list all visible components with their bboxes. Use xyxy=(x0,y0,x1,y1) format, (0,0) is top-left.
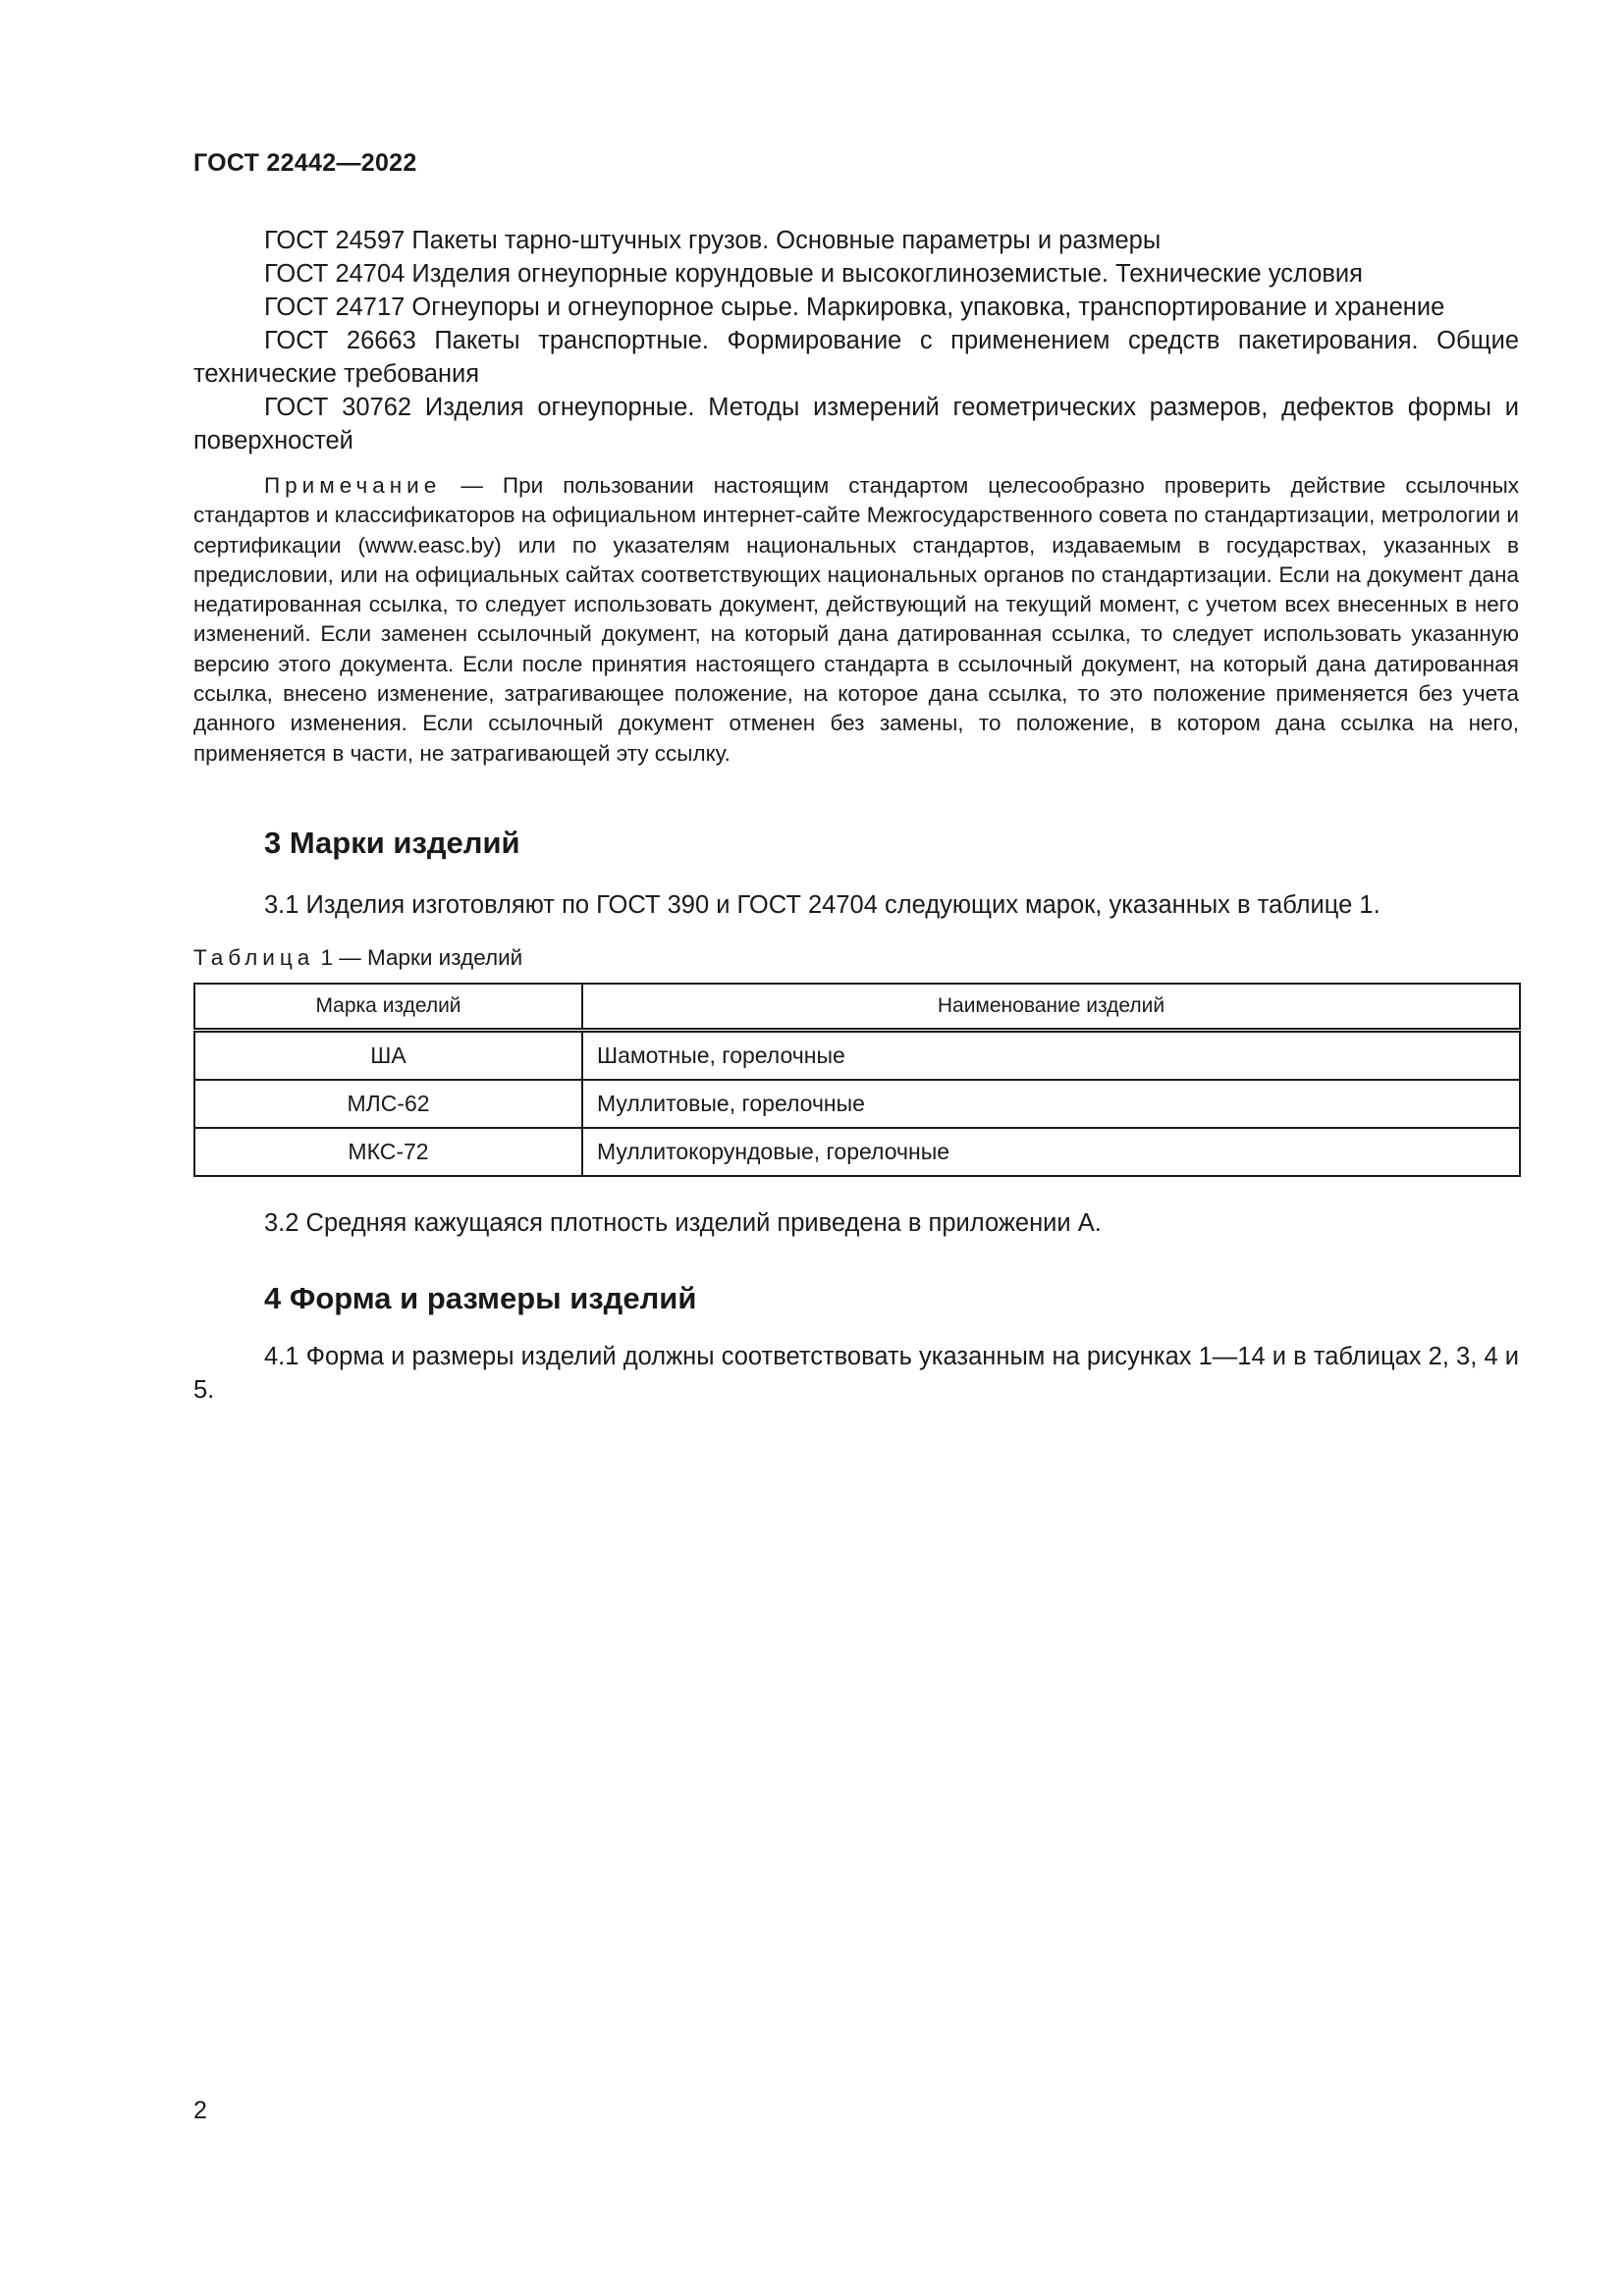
paragraph-3-2: 3.2 Средняя кажущаяся плотность изделий приведена в приложении А. xyxy=(264,1208,1102,1237)
cell-mark: ША xyxy=(194,1030,582,1080)
table-header-row xyxy=(194,984,1520,1031)
reference-item: ГОСТ 30762 Изделия огнеупорные. Методы измерений геометрических размеров, дефектов формы и поверхностей xyxy=(193,394,1519,454)
reference-item: ГОСТ 24597 Пакеты тарно-штучных грузов. Основные параметры и размеры xyxy=(264,227,1162,254)
page-number: 2 xyxy=(193,2097,207,2124)
table-row xyxy=(194,1030,1520,1080)
cell-mark: МКС-72 xyxy=(194,1128,582,1176)
cell-mark: МЛС-62 xyxy=(194,1080,582,1128)
reference-item: ГОСТ 26663 Пакеты транспортные. Формирование с применением средств пакетирования. Общие технические требования xyxy=(193,327,1519,388)
cell-name: Муллитокорундовые, горелочные xyxy=(582,1128,1520,1176)
note-label: Примечание xyxy=(264,473,442,498)
document-header: ГОСТ 22442—2022 xyxy=(193,149,417,177)
page-content xyxy=(193,224,1519,1407)
table-caption-label: Таблица xyxy=(193,944,315,970)
cell-name: Муллитовые, горелочные xyxy=(582,1080,1520,1128)
table-1-caption xyxy=(193,943,1519,973)
section-3-title: 3 Марки изделий xyxy=(264,825,520,860)
marks-table xyxy=(193,983,1521,1177)
cell-name: Шамотные, горелочные xyxy=(582,1030,1520,1080)
reference-item: ГОСТ 24704 Изделия огнеупорные корундовые и высокоглиноземистые. Технические условия xyxy=(264,260,1363,288)
section-4-title: 4 Форма и размеры изделий xyxy=(264,1280,697,1315)
header-mark: Марка изделий xyxy=(194,984,582,1031)
references-list xyxy=(193,224,1519,457)
paragraph-3-1: 3.1 Изделия изготовляют по ГОСТ 390 и ГОСТ 24704 следующих марок, указанных в таблице 1. xyxy=(264,890,1380,919)
header-name: Наименование изделий xyxy=(582,984,1520,1031)
table-row xyxy=(194,1128,1520,1176)
table-row xyxy=(194,1080,1520,1128)
table-caption-text: 1 — Марки изделий xyxy=(314,944,523,970)
note-text: — При пользовании настоящим стандартом целесообразно проверить действие ссылочных стандартов и классификаторов на официальном интернет-сайте Межгосударственного совета по стандартизации, метрологии и сертификации (www.easc.by) или по указателям национальных стандартов, издаваемым в государствах, указанных в предисловии, или на официальных сайтах соответствующих национальных органов по стандартизации. Если на документ дана недатированная ссылка, то следует использовать документ, действующий на текущий момент, с учетом всех внесенных в него изменений. Если заменен ссылочный документ, на который дана датированная ссылка, то следует использовать указанную версию этого документа. Если после принятия настоящего стандарта в ссылочный документ, на который дана датированная ссылка, внесено изменение, затрагивающее положение, на которое дана ссылка, то это положение применяется без учета данного изменения. Если ссылочный документ отменен без замены, то положение, в котором дана ссылка на него, применяется в части, не затрагивающей эту ссылку. xyxy=(193,473,1519,766)
paragraph-4-1: 4.1 Форма и размеры изделий должны соответствовать указанным на рисунках 1—14 и в таблицах 2, 3, 4 и 5. xyxy=(193,1342,1519,1404)
reference-item: ГОСТ 24717 Огнеупоры и огнеупорное сырье. Маркировка, упаковка, транспортирование и хранение xyxy=(264,294,1445,321)
reference-note xyxy=(193,471,1519,769)
